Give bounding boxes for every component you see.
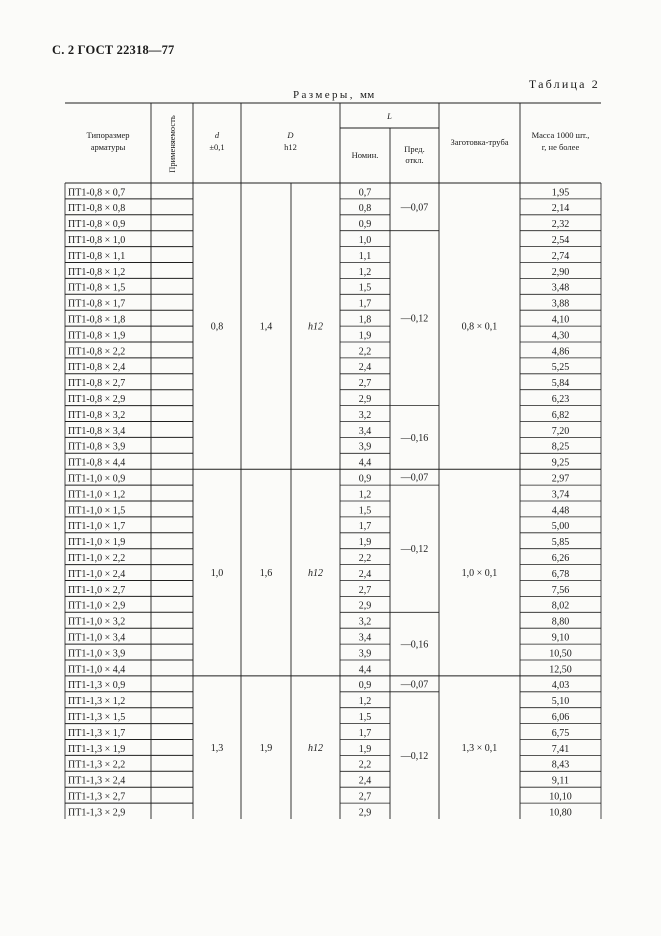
row-L-nominal: 1,9 [358,743,372,755]
row-mass: 6,23 [551,394,570,405]
row-mass: 10,80 [549,807,572,819]
row-type: ПТ1-1,0 × 3,9 [68,648,126,660]
header-L-deviation-line1: Пред. [404,144,425,154]
row-type: ПТ1-1,0 × 0,9 [68,473,126,485]
deviation-value: —0,12 [400,544,429,556]
row-mass: 8,43 [551,759,570,771]
row-L-nominal: 1,5 [358,282,372,294]
row-type: ПТ1-0,8 × 1,0 [68,235,126,246]
row-mass: 9,11 [551,775,570,787]
header-D-symbol: D [287,130,294,140]
header-D-tolerance: h12 [284,142,297,152]
row-type: ПТ1-0,8 × 1,9 [68,330,126,342]
header-applicability: Применяемость [167,115,177,173]
row-type: ПТ1-1,0 × 4,4 [68,664,126,676]
row-type: ПТ1-1,3 × 2,7 [68,791,126,803]
row-mass: 2,97 [551,473,570,485]
group-D-tolerance: h12 [308,742,323,754]
row-mass: 6,75 [551,727,570,739]
group-D-tolerance: h12 [308,568,323,580]
row-mass: 8,80 [551,616,570,628]
row-mass: 2,14 [551,203,570,215]
row-L-nominal: 1,5 [358,712,372,723]
row-type: ПТ1-0,8 × 1,8 [68,314,126,326]
header-blank-tube: Заготовка-труба [450,137,509,147]
row-type: ПТ1-1,0 × 2,2 [68,553,126,564]
row-mass: 2,54 [551,235,570,246]
deviation-value: —0,12 [400,750,429,762]
sizes-label-text: Размеры, [293,89,355,101]
row-L-nominal: 1,9 [358,330,372,342]
group-blank-tube: 0,8 × 0,1 [461,321,498,333]
row-L-nominal: 1,0 [358,235,372,246]
row-mass: 2,90 [551,266,570,278]
row-mass: 7,41 [551,743,570,755]
row-mass: 9,10 [551,632,570,644]
row-mass: 6,06 [551,712,570,723]
row-L-nominal: 0,9 [358,680,372,692]
row-L-nominal: 2,7 [358,378,372,390]
row-mass: 5,00 [551,521,570,533]
row-L-nominal: 2,2 [358,759,372,771]
row-type: ПТ1-1,0 × 1,7 [68,521,126,533]
row-L-nominal: 1,7 [358,298,372,310]
row-mass: 4,30 [551,330,570,342]
row-L-nominal: 3,2 [358,409,372,421]
row-L-nominal: 3,4 [358,425,372,437]
header-type-line1: Типоразмер [86,130,130,140]
row-type: ПТ1-1,3 × 1,7 [68,727,126,739]
row-type: ПТ1-0,8 × 1,1 [68,250,126,262]
row-type: ПТ1-0,8 × 3,9 [68,441,126,453]
group-blank-tube: 1,0 × 0,1 [461,568,498,580]
row-L-nominal: 0,9 [358,473,372,485]
deviation-value: —0,07 [400,472,429,484]
row-type: ПТ1-1,3 × 1,9 [68,743,126,755]
row-type: ПТ1-1,0 × 3,2 [68,616,126,628]
row-mass: 6,26 [551,553,570,564]
row-mass: 4,48 [551,505,570,517]
header-L-nominal: Номин. [351,150,379,160]
row-L-nominal: 2,4 [358,568,372,580]
row-L-nominal: 4,4 [358,664,372,676]
row-L-nominal: 3,4 [358,632,372,644]
row-mass: 10,10 [549,791,572,803]
row-mass: 5,85 [551,537,570,549]
row-type: ПТ1-0,8 × 0,8 [68,203,126,215]
group-D-value: 1,4 [259,321,273,333]
header-L-symbol: L [387,111,392,121]
row-mass: 8,25 [551,441,570,453]
group-D-tolerance: h12 [308,321,323,333]
row-L-nominal: 2,4 [358,362,372,374]
row-type: ПТ1-1,0 × 1,9 [68,537,126,549]
group-blank-tube: 1,3 × 0,1 [461,742,498,754]
header-d-symbol: d [214,130,220,140]
row-L-nominal: 0,9 [358,219,372,231]
row-type: ПТ1-1,3 × 2,2 [68,759,126,771]
row-type: ПТ1-0,8 × 2,9 [68,394,126,405]
row-L-nominal: 1,7 [358,727,372,739]
row-L-nominal: 1,2 [358,489,372,501]
header-L-deviation-line2: откл. [405,155,424,165]
row-type: ПТ1-0,8 × 2,7 [68,378,126,390]
group-D-value: 1,9 [259,742,273,754]
row-L-nominal: 1,9 [358,537,372,549]
row-type: ПТ1-0,8 × 3,4 [68,425,126,437]
row-type: ПТ1-1,0 × 3,4 [68,632,126,644]
row-type: ПТ1-1,0 × 2,7 [68,584,126,596]
row-type: ПТ1-1,0 × 1,2 [68,489,126,501]
row-mass: 9,25 [551,457,570,469]
row-L-nominal: 2,4 [358,775,372,787]
row-type: ПТ1-1,3 × 1,5 [68,712,126,723]
row-type: ПТ1-1,3 × 2,4 [68,775,126,787]
row-mass: 4,86 [551,346,570,358]
row-L-nominal: 4,4 [358,457,372,469]
row-mass: 8,02 [551,600,570,612]
row-L-nominal: 1,1 [358,250,372,262]
row-mass: 1,95 [551,187,570,199]
row-type: ПТ1-0,8 × 1,2 [68,266,126,278]
deviation-value: —0,07 [400,679,429,691]
row-type: ПТ1-0,8 × 3,2 [68,409,126,421]
row-L-nominal: 3,2 [358,616,372,628]
row-L-nominal: 1,2 [358,266,372,278]
row-type: ПТ1-0,8 × 1,5 [68,282,126,294]
row-type: ПТ1-0,8 × 0,7 [68,187,126,199]
row-mass: 5,10 [551,696,570,708]
row-type: ПТ1-1,0 × 1,5 [68,505,126,517]
group-d-value: 1,3 [210,742,224,754]
row-L-nominal: 3,9 [358,648,372,660]
row-mass: 10,50 [549,648,572,660]
sizes-unit: мм [360,89,375,101]
row-type: ПТ1-0,8 × 2,2 [68,346,126,358]
row-type: ПТ1-0,8 × 1,7 [68,298,126,310]
row-mass: 6,78 [551,568,570,580]
row-L-nominal: 2,2 [358,346,372,358]
row-mass: 7,56 [551,584,570,596]
row-L-nominal: 0,7 [358,187,372,199]
group-d-value: 0,8 [210,321,224,333]
row-L-nominal: 1,8 [358,314,372,326]
row-mass: 6,82 [551,409,570,421]
row-type: ПТ1-0,8 × 2,4 [68,362,126,374]
row-mass: 3,88 [551,298,570,310]
row-mass: 5,84 [551,378,570,390]
row-L-nominal: 0,8 [358,203,372,215]
row-mass: 3,48 [551,282,570,294]
row-L-nominal: 2,7 [358,584,372,596]
row-L-nominal: 2,2 [358,553,372,564]
row-type: ПТ1-0,8 × 4,4 [68,457,126,469]
row-L-nominal: 1,7 [358,521,372,533]
row-L-nominal: 3,9 [358,441,372,453]
row-L-nominal: 1,2 [358,696,372,708]
row-L-nominal: 1,5 [358,505,372,517]
row-mass: 2,74 [551,250,570,262]
row-type: ПТ1-1,3 × 1,2 [68,696,126,708]
row-L-nominal: 2,9 [358,807,372,819]
row-mass: 2,32 [551,219,570,231]
row-mass: 12,50 [549,664,572,676]
row-mass: 4,03 [551,680,570,692]
row-mass: 4,10 [551,314,570,326]
row-type: ПТ1-1,0 × 2,9 [68,600,126,612]
header-mass-line1: Масса 1000 шт., [531,130,590,140]
row-L-nominal: 2,9 [358,600,372,612]
header-d-tolerance: ±0,1 [209,142,225,152]
row-type: ПТ1-1,0 × 2,4 [68,568,126,580]
row-type: ПТ1-1,3 × 0,9 [68,680,126,692]
deviation-value: —0,16 [400,432,429,444]
deviation-value: —0,12 [400,313,429,325]
header-type-line2: арматуры [90,142,126,152]
row-mass: 7,20 [551,425,570,437]
group-d-value: 1,0 [210,568,224,580]
deviation-value: —0,16 [400,639,429,651]
table-label: Таблица 2 [528,77,600,91]
page-header: С. 2 ГОСТ 22318—77 [52,43,175,57]
row-L-nominal: 2,7 [358,791,372,803]
row-L-nominal: 2,9 [358,394,372,405]
row-type: ПТ1-1,3 × 2,9 [68,807,126,819]
group-D-value: 1,6 [259,568,273,580]
row-mass: 5,25 [551,362,570,374]
row-type: ПТ1-0,8 × 0,9 [68,219,126,231]
deviation-value: —0,07 [400,202,429,214]
row-mass: 3,74 [551,489,570,501]
header-mass-line2: г, не более [541,142,580,152]
